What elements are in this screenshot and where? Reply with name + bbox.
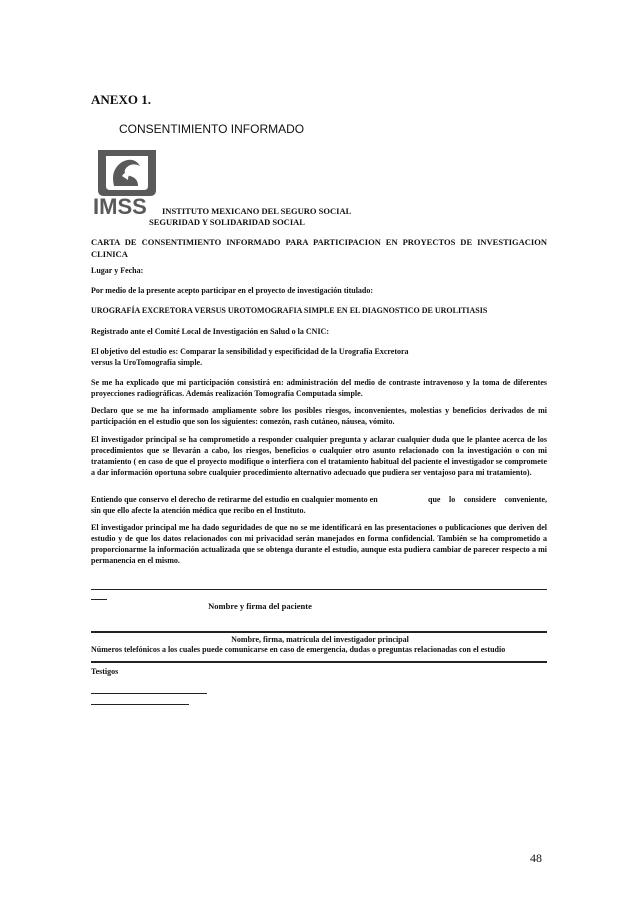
withdraw-line-1b: que lo considere conveniente,	[428, 495, 547, 504]
page-number: 48	[530, 851, 542, 865]
annex-heading: ANEXO 1.	[91, 92, 151, 107]
phones-text: Números telefónicos a los cuales puede comunicarse en caso de emergencia, dudas o preguntas relacionadas con el estudio	[91, 645, 506, 654]
registration-text: Registrado ante el Comité Local de Investigación en Salud o la CNIC:	[91, 327, 329, 336]
withdraw-line-1a: Entiendo que conservo el derecho de retirarme del estudio en cualquier momento en	[91, 495, 378, 504]
imss-eagle-logo	[92, 146, 162, 216]
objective-line-2: versus la UroTomografía simple.	[91, 358, 203, 367]
investigator-signature-line	[91, 631, 547, 633]
witness-1-line	[91, 693, 207, 694]
consent-subheading: CONSENTIMIENTO INFORMADO	[119, 122, 305, 136]
withdraw-line-2: sin que ello afecte la atención médica que recibo en el Instituto.	[91, 506, 306, 515]
place-date-label: Lugar y Fecha:	[91, 266, 144, 275]
project-title: UROGRAFÍA EXCRETORA VERSUS UROTOMOGRAFIA SIMPLE EN EL DIAGNOSTICO DE UROLITIASIS	[91, 306, 488, 315]
investigator-signature-label: Nombre, firma, matrícula del investigador principal	[231, 635, 409, 644]
witnesses-label: Testigos	[91, 667, 119, 676]
objective-line-1: El objetivo del estudio es: Comparar la sensibilidad y especificidad de la Urografía Excretora	[91, 347, 409, 356]
participation-paragraph: Se me ha explicado que mi participación consistirá en: administración del medio de contraste intravenoso y la toma de diferentes proyecciones radiográficas. Además realización Tomografía Computada simple.	[91, 378, 547, 398]
intro-text: Por medio de la presente acepto participar en el proyecto de investigación titulado:	[91, 286, 374, 295]
institute-motto: SEGURIDAD Y SOLIDARIDAD SOCIAL	[149, 217, 305, 227]
patient-signature-line-tail	[91, 599, 107, 600]
phones-line	[91, 661, 547, 663]
privacy-paragraph: El investigador principal me ha dado seguridades de que no se me identificará en las presentaciones o publicaciones que deriven del estudio y de que los datos relacionados con mi privacidad serán manejados en forma confidencial. También se ha comprometido a proporcionarme la información actualizada que se obtenga durante el estudio, aunque esta pudiera cambiar de parecer respecto a mi permanencia en el mismo.	[91, 523, 547, 565]
risks-paragraph: Declaro que se me ha informado ampliamente sobre los posibles riesgos, inconvenientes, molestias y beneficios derivados de mi participación en el estudio que son los siguientes: comezón, rash cutáneo, náusea, vómito.	[91, 406, 547, 426]
institute-name: INSTITUTO MEXICANO DEL SEGURO SOCIAL	[162, 206, 352, 216]
witness-2-line	[91, 704, 189, 705]
patient-signature-label: Nombre y firma del paciente	[208, 601, 312, 611]
commitment-paragraph: El investigador principal se ha comprometido a responder cualquier pregunta y aclarar cualquier duda que le plantee acerca de los procedimientos que se llevarán a cabo, los riesgos, beneficios o cualquier otro asunto relacionado con la investigación o con mi tratamiento ( en caso de que el proyecto modifique o interfiera con el tratamiento habitual del paciente el investigador se compromete a dar información oportuna sobre cualquier procedimiento alternativo adecuado que pudiera ser ventajoso para mi tratamiento).	[91, 435, 547, 477]
patient-signature-line	[91, 589, 547, 590]
document-title: CARTA DE CONSENTIMIENTO INFORMADO PARA PARTICIPACION EN PROYECTOS DE INVESTIGACION CLINICA	[91, 237, 547, 259]
imss-logo-text: IMSS	[93, 194, 147, 216]
